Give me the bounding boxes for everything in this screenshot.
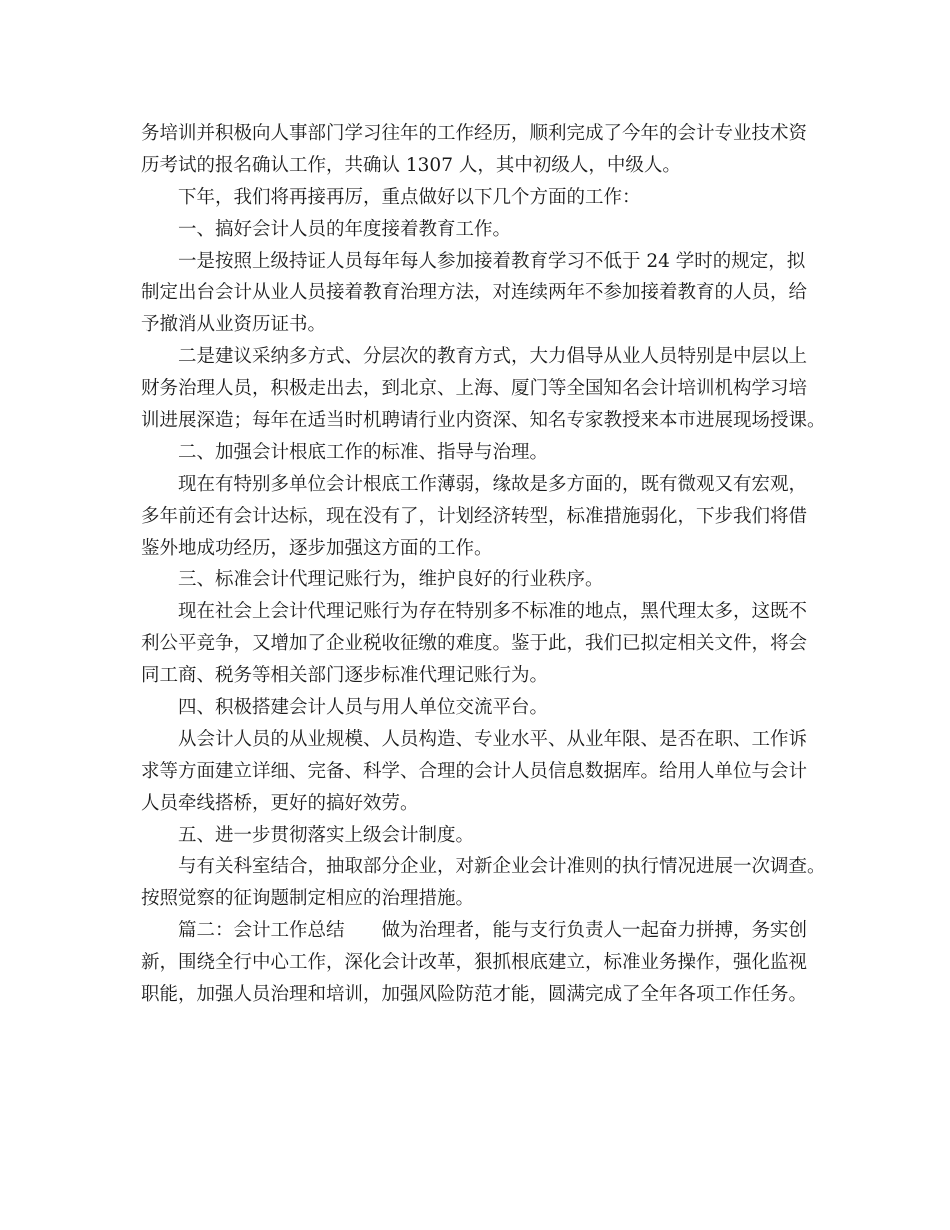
text-line: 多年前还有会计达标，现在没有了，计划经济转型，标准措施弱化，下步我们将借: [141, 505, 808, 527]
text-line: 同工商、税务等相关部门逐步标准代理记账行为。: [141, 665, 549, 687]
text-line: 训进展深造；每年在适当时机聘请行业内资深、知名专家教授来本市进展现场授课。: [141, 410, 826, 432]
section-heading: 一、搞好会计人员的年度接着教育工作。: [178, 218, 512, 240]
text-line: 求等方面建立详细、完备、科学、合理的会计人员信息数据库。给用人单位与会计: [141, 760, 808, 782]
text-line: 现在社会上会计代理记账行为存在特别多不标准的地点，黑代理太多，这既不: [178, 601, 808, 623]
text-line: 鉴外地成功经历，逐步加强这方面的工作。: [141, 537, 493, 559]
section-heading: 四、积极搭建会计人员与用人单位交流平台。: [178, 697, 549, 719]
text-line: 一是按照上级持证人员每年每人参加接着教育学习不低于 24 学时的规定，拟: [178, 250, 806, 272]
text-line: 从会计人员的从业规模、人员构造、专业水平、从业年限、是否在职、工作诉: [178, 728, 808, 750]
text-line: 篇二：会计工作总结 做为治理者，能与支行负责人一起奋力拼搏，务实创: [178, 920, 808, 942]
text-line: 利公平竞争，又增加了企业税收征缴的难度。鉴于此，我们已拟定相关文件，将会: [141, 633, 808, 655]
section-heading: 三、标准会计代理记账行为，维护良好的行业秩序。: [178, 569, 604, 591]
section-heading: 五、进一步贯彻落实上级会计制度。: [178, 824, 475, 846]
text-line: 务培训并积极向人事部门学习往年的工作经历，顺利完成了今年的会计专业技术资: [141, 123, 808, 144]
text-line: 与有关科室结合，抽取部分企业，对新企业会计准则的执行情况进展一次调查。: [178, 856, 826, 878]
text-line: 予撤消从业资历证书。: [141, 314, 327, 336]
text-line: 人员牵线搭桥，更好的搞好效劳。: [141, 792, 419, 814]
text-line: 新，围绕全行中心工作，深化会计改革，狠抓根底建立，标准业务操作，强化监视: [141, 952, 808, 974]
text-line: 二是建议采纳多方式、分层次的教育方式，大力倡导从业人员特别是中层以上: [178, 346, 808, 368]
text-line: 按照觉察的征询题制定相应的治理措施。: [141, 888, 475, 910]
text-line: 职能，加强人员治理和培训，加强风险防范才能，圆满完成了全年各项工作任务。: [141, 984, 808, 1006]
text-line: 制定出台会计从业人员接着教育治理方法，对连续两年不参加接着教育的人员，给: [141, 282, 808, 304]
text-line: 财务治理人员，积极走出去，到北京、上海、厦门等全国知名会计培训机构学习培: [141, 378, 808, 400]
document-body: [141, 118, 826, 1011]
text-line: 下年，我们将再接再厉，重点做好以下几个方面的工作：: [178, 186, 641, 208]
text-line: 现在有特别多单位会计根底工作薄弱，缘故是多方面的，既有微观又有宏观，: [178, 473, 808, 495]
section-heading: 二、加强会计根底工作的标准、指导与治理。: [178, 441, 549, 463]
text-line: 历考试的报名确认工作，共确认 1307 人，其中初级人，中级人。: [141, 154, 681, 176]
